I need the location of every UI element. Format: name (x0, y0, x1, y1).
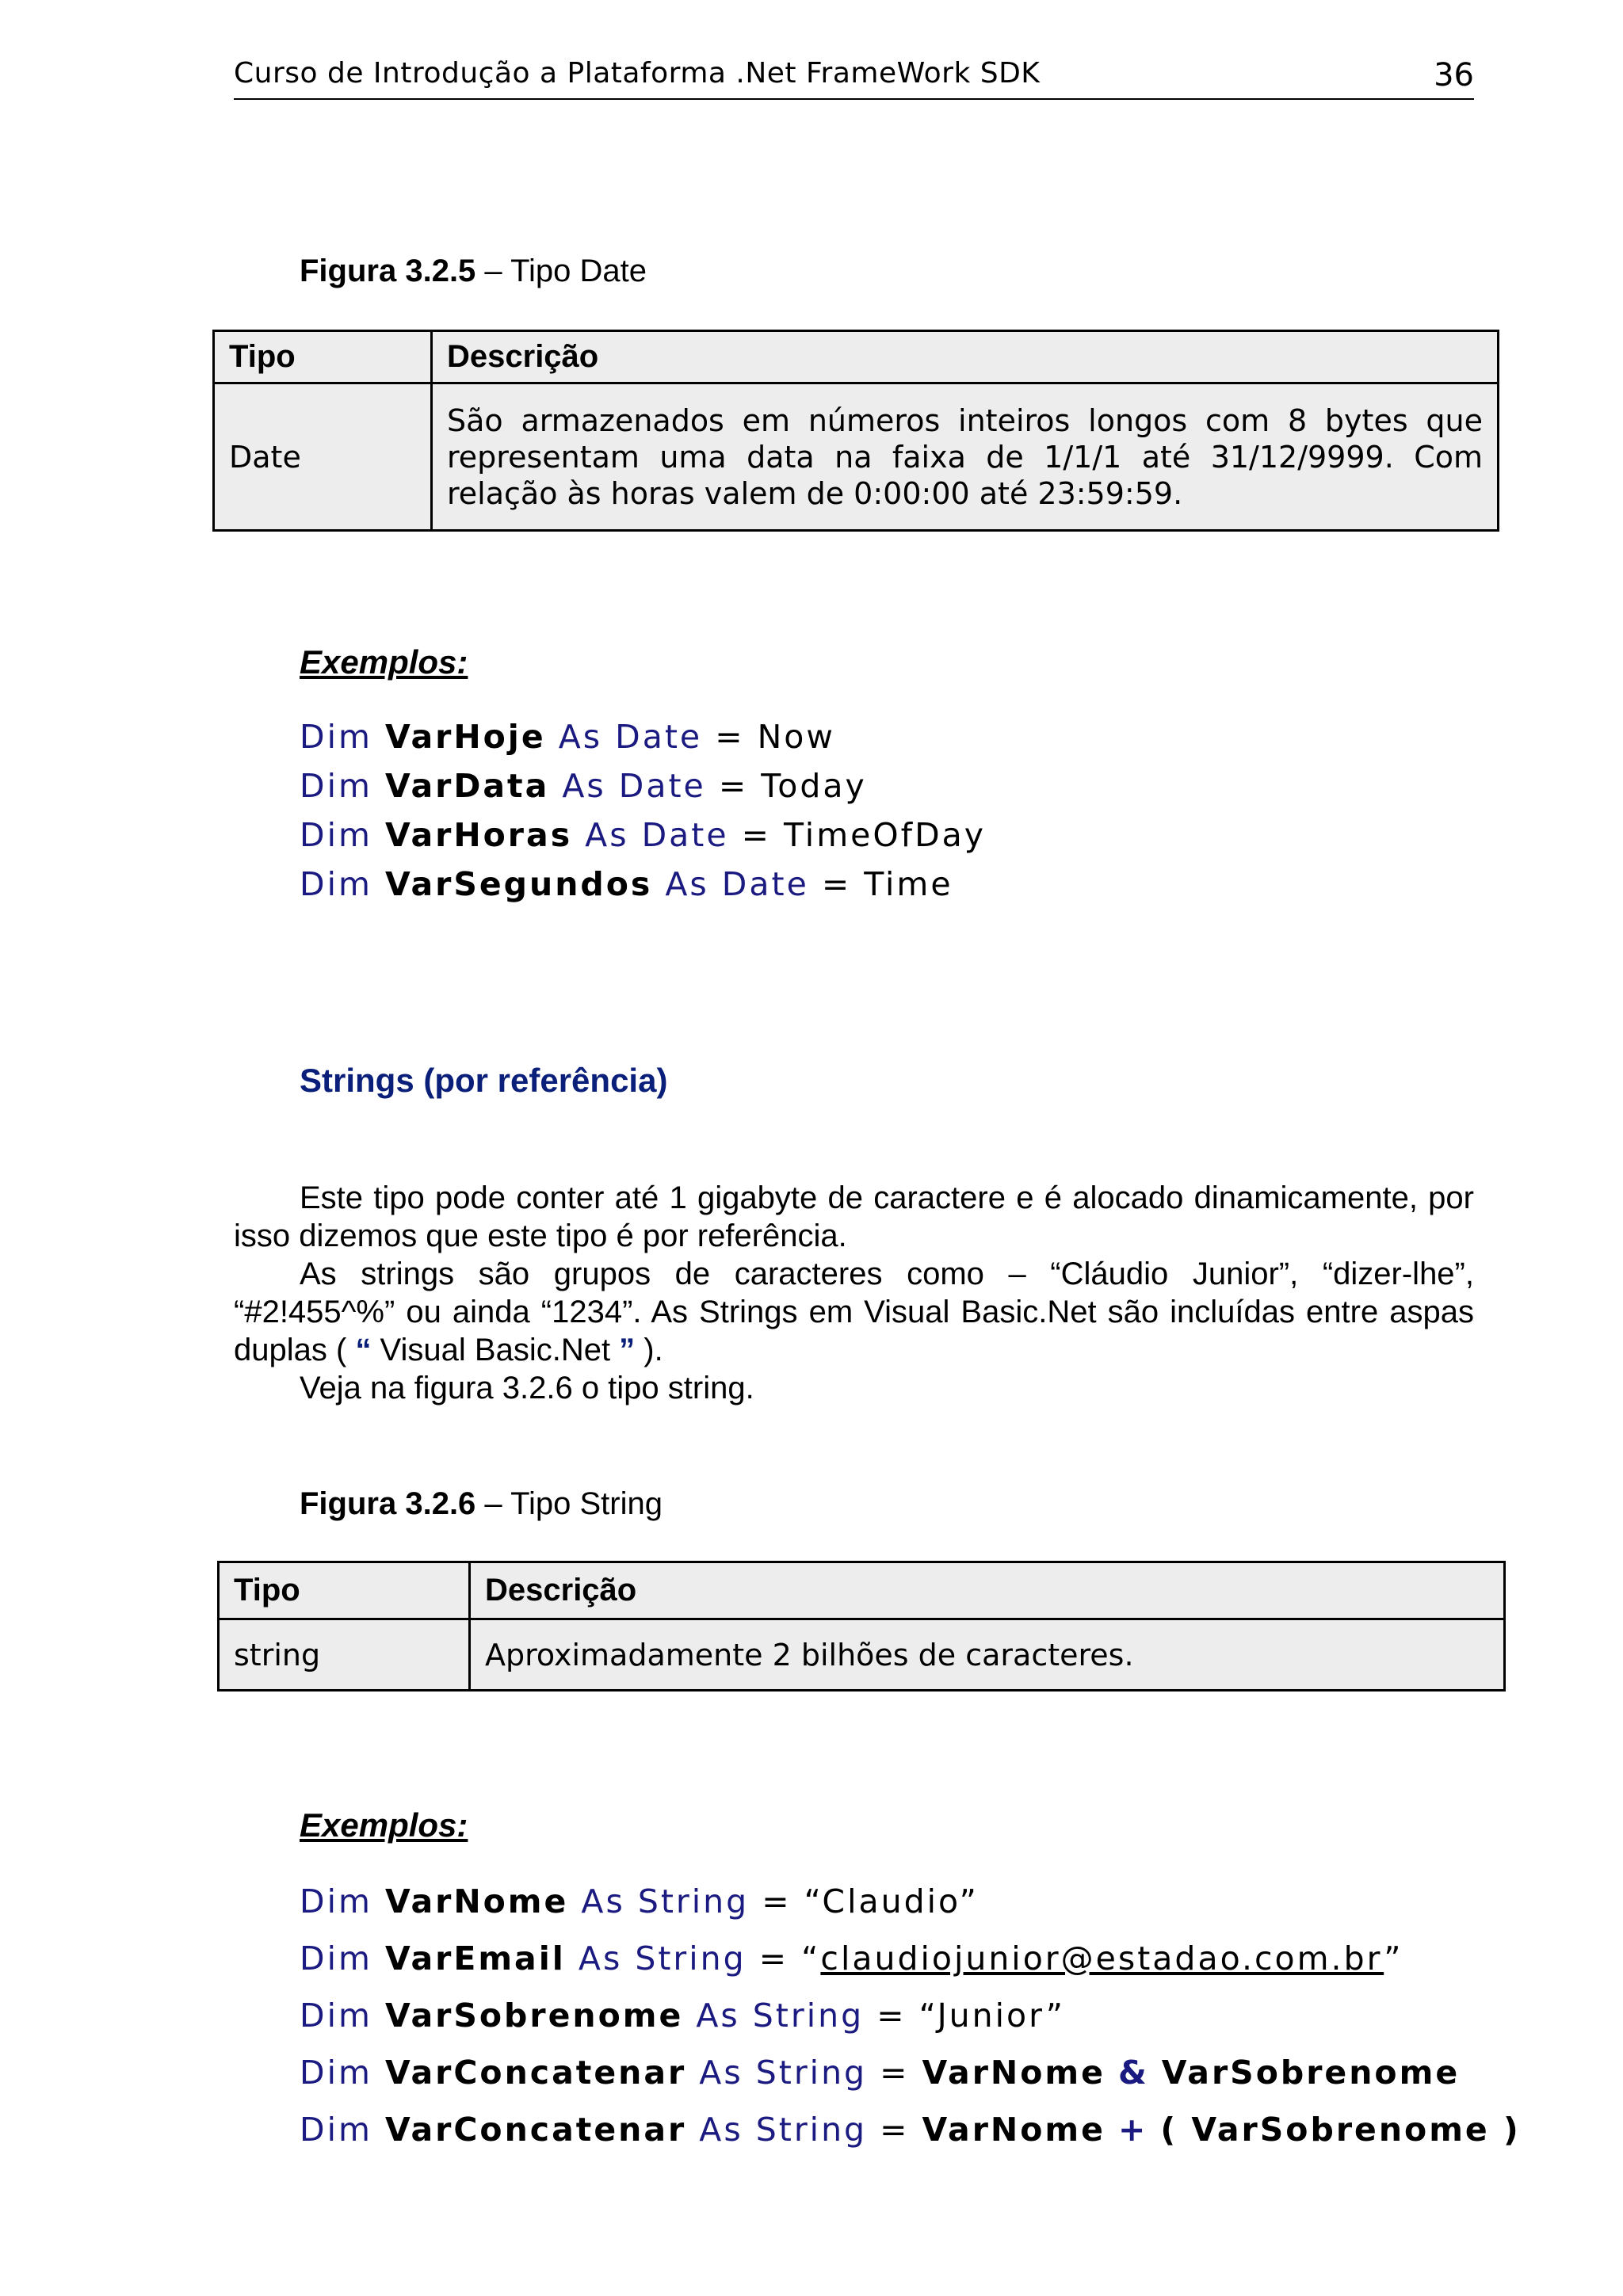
figure-caption-label: Figura 3.2.6 (300, 1486, 476, 1521)
date-type-table (212, 330, 1499, 532)
code-variable: VarSegundos (384, 865, 653, 903)
code-variable: VarSobrenome (384, 1997, 684, 2035)
cell-descricao: Aproximadamente 2 bilhões de caracteres. (470, 1619, 1505, 1691)
close-quote: ” (1384, 1939, 1403, 1978)
paragraph-text: Este tipo pode conter até 1 gigabyte de caractere e é alocado dinamicamente, por isso dizemos que este tipo é por referência. (234, 1180, 1474, 1253)
column-header-descricao: Descrição (432, 331, 1499, 383)
code-operator: = (876, 1997, 907, 2035)
code-line (300, 2111, 1521, 2149)
code-variable: VarHoras (384, 816, 573, 854)
code-variable: VarData (384, 767, 550, 805)
code-keyword: Dim (300, 767, 372, 805)
paragraph (234, 1369, 1474, 1407)
code-type: As Date (558, 718, 703, 756)
paragraph-text: Veja na figura 3.2.6 o tipo string. (300, 1371, 754, 1405)
examples-title: Exemplos: (300, 1806, 468, 1844)
close-quote: ” (619, 1333, 636, 1367)
code-type: As Date (585, 816, 729, 854)
page-number: 36 (1434, 57, 1474, 93)
concat-operator: & (1117, 2054, 1149, 2092)
code-type: As String (696, 1997, 865, 2035)
code-variable: VarSobrenome (1161, 2054, 1461, 2092)
column-header-tipo: Tipo (219, 1562, 470, 1619)
table-header-row (219, 1562, 1505, 1619)
code-line (300, 767, 867, 805)
code-line (300, 1997, 1065, 2035)
examples-title: Exemplos: (300, 643, 468, 681)
code-type: As String (581, 1882, 750, 1920)
code-value: = TimeOfDay (741, 816, 987, 854)
code-type: As String (699, 2054, 868, 2092)
code-type: As String (699, 2111, 868, 2149)
code-line (300, 816, 986, 854)
cell-tipo: Date (214, 383, 432, 531)
figure-caption-string (300, 1486, 663, 1522)
code-variable: VarConcatenar (384, 2054, 687, 2092)
quoted-text: Visual Basic.Net (371, 1333, 620, 1367)
open-quote: “ (801, 1939, 821, 1978)
code-variable: VarNome (922, 2054, 1106, 2092)
table-row (219, 1619, 1505, 1691)
open-quote: “ (355, 1333, 372, 1367)
column-header-descricao: Descrição (470, 1562, 1505, 1619)
code-type: As Date (665, 865, 809, 903)
code-operator: = (762, 1882, 792, 1920)
column-header-tipo: Tipo (214, 331, 432, 383)
code-type: As String (578, 1939, 747, 1978)
page-header (234, 57, 1474, 100)
cell-tipo: string (219, 1619, 470, 1691)
code-value: “Claudio” (804, 1882, 979, 1920)
table-row (214, 383, 1499, 531)
code-line (300, 1939, 1403, 1978)
code-variable: VarEmail (384, 1939, 566, 1978)
string-type-table (217, 1561, 1506, 1691)
paragraph (234, 1255, 1474, 1369)
code-variable: VarConcatenar (384, 2111, 687, 2149)
concat-operator: + (1117, 2111, 1148, 2149)
code-keyword: Dim (300, 1882, 372, 1920)
code-keyword: Dim (300, 2111, 372, 2149)
paragraph-text: As strings são grupos de caracteres como – “Cláudio Junior”, “dizer-lhe”, “#2!455^%” ou ainda “1234”. As Strings em Visual Basic.Net são incluídas entre aspas duplas ( (234, 1257, 1474, 1367)
code-keyword: Dim (300, 1939, 372, 1978)
code-variable: VarNome (384, 1882, 569, 1920)
code-value: = Now (715, 718, 835, 756)
code-line (300, 865, 953, 903)
code-operator: = (880, 2111, 910, 2149)
header-title: Curso de Introdução a Plataforma .Net FrameWork SDK (234, 57, 1041, 90)
code-operator: = (758, 1939, 789, 1978)
email-link[interactable]: claudiojunior@estadao.com.br (820, 1939, 1384, 1978)
figure-caption-text: – Tipo Date (475, 254, 647, 288)
section-title: Strings (por referência) (300, 1062, 668, 1099)
code-variable: VarNome (922, 2111, 1106, 2149)
code-operator: = (880, 2054, 910, 2092)
code-value: = Time (821, 865, 953, 903)
code-variable: ( VarSobrenome ) (1160, 2111, 1521, 2149)
code-keyword: Dim (300, 1997, 372, 2035)
figure-caption-text: – Tipo String (475, 1486, 663, 1521)
code-variable: VarHoje (384, 718, 546, 756)
paragraph (234, 1179, 1474, 1255)
table-header-row (214, 331, 1499, 383)
code-line (300, 1882, 979, 1920)
code-keyword: Dim (300, 816, 372, 854)
code-line (300, 2054, 1460, 2092)
code-value: “Junior” (918, 1997, 1065, 2035)
code-value: = Today (718, 767, 867, 805)
paragraph-end: ). (635, 1333, 663, 1367)
figure-caption-date (300, 254, 647, 289)
code-type: As Date (562, 767, 706, 805)
code-keyword: Dim (300, 718, 372, 756)
code-line (300, 718, 835, 756)
code-keyword: Dim (300, 865, 372, 903)
cell-descricao: São armazenados em números inteiros longos com 8 bytes que representam uma data na faixa de 1/1/1 até 31/12/9999. Com relação às horas valem de 0:00:00 até 23:59:59. (432, 383, 1499, 531)
figure-caption-label: Figura 3.2.5 (300, 254, 476, 288)
code-keyword: Dim (300, 2054, 372, 2092)
